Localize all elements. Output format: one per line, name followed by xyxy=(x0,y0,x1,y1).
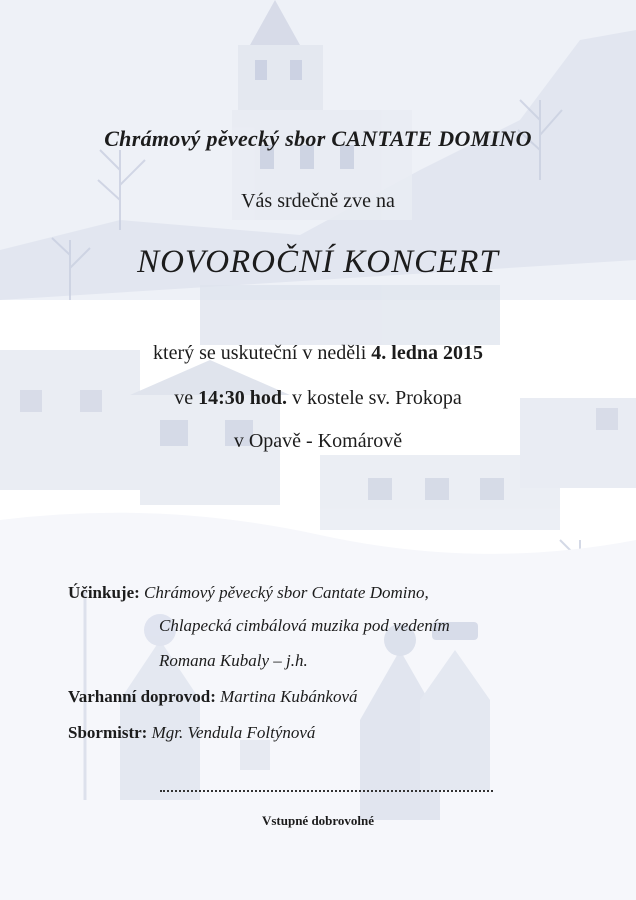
dotted-separator xyxy=(160,790,493,792)
organ-label: Varhanní doprovod: xyxy=(68,687,216,706)
organ-name: Martina Kubánková xyxy=(220,687,358,706)
concert-time: 14:30 hod. xyxy=(198,387,287,409)
time-prefix: ve xyxy=(174,387,194,409)
organ-row xyxy=(68,687,358,707)
concert-title: NOVOROČNÍ KONCERT xyxy=(137,244,499,280)
invitation-line: Vás srdečně zve na xyxy=(241,190,395,212)
venue-text: v kostele sv. Prokopa xyxy=(292,387,462,409)
performer-1: Chrámový pěvecký sbor Cantate Domino, xyxy=(144,583,429,602)
date-prefix: který se uskuteční v neděli xyxy=(153,342,367,364)
performer-3: Romana Kubaly – j.h. xyxy=(159,651,308,670)
performers-label: Účinkuje: xyxy=(68,583,140,602)
choirmaster-name: Mgr. Vendula Foltýnová xyxy=(151,723,316,742)
performers-row xyxy=(68,583,429,603)
time-line xyxy=(0,387,636,410)
date-line xyxy=(0,342,636,365)
choir-heading: Chrámový pěvecký sbor CANTATE DOMINO xyxy=(104,126,532,151)
choirmaster-label: Sbormistr: xyxy=(68,723,148,742)
choirmaster-row xyxy=(68,723,315,743)
admission-note: Vstupné dobrovolné xyxy=(261,813,375,828)
performer-2: Chlapecká cimbálová muzika pod vedením xyxy=(159,616,450,635)
place-line: v Opavě - Komárově xyxy=(233,430,403,452)
concert-date: 4. ledna 2015 xyxy=(371,342,483,364)
